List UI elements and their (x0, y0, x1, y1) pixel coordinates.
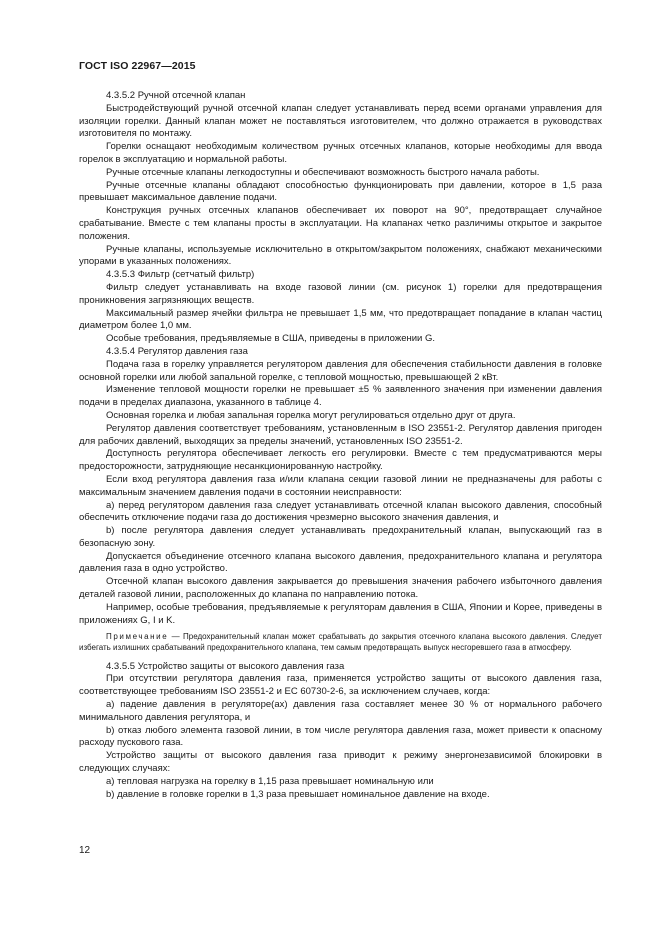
section-heading: 4.3.5.4 Регулятор давления газа (106, 345, 248, 357)
paragraph: Регулятор давления соответствует требованиям, установленным в ISO 23551-2. Регулятор давления пригоден для рабочих давлений, выходящих за пределы значений, установленных ISO 23551-2. (79, 422, 602, 447)
section-heading: 4.3.5.5 Устройство защиты от высокого давления газа (106, 660, 345, 672)
list-item: b) после регулятора давления следует устанавливать предохранительный клапан, выпускающий газ в безопасную зону. (79, 525, 602, 549)
paragraph: Подача газа в горелку управляется регулятором давления для обеспечения стабильности давления в головке основной горелки или любой запальной горелке, с тепловой мощностью, превышающей 2 кВт. (79, 358, 602, 383)
paragraph: Изменение тепловой мощности горелки не превышает ±5 % заявленного значения при изменении давления подачи в пределах диапазона, указанного в таблице 4. (79, 384, 602, 409)
paragraph: Конструкция ручных отсечных клапанов обеспечивает их поворот на 90°, предотвращает случайное срабатывание. Вместе с тем клапаны просты в эксплуатации. На клапанах четко различимы открытое и закрытое положения. (79, 205, 602, 242)
paragraph: Особые требования, предъявляемые в США, приведены в приложении G. (106, 333, 436, 345)
document-header: ГОСТ ISO 22967—2015 (79, 60, 196, 72)
list-item: a) перед регулятором давления газа следует устанавливать отсечной клапан высокого давления, способный обеспечить отключение подачи газа до достижения чрезмерно высокого значения давления, и (79, 499, 602, 524)
paragraph: Быстродействующий ручной отсечной клапан следует устанавливать перед всеми органами управления для изоляции горелки. Данный клапан может не поставляться изготовителем, что должно отражается в руководствах изготовителя по монтажу. (79, 102, 602, 140)
note (79, 632, 602, 653)
paragraph: Ручные отсечные клапаны легкодоступны и обеспечивают возможность быстрого начала работы. (106, 166, 540, 178)
paragraph: Ручные отсечные клапаны обладают способностью функционировать при давлении, которое в 1,5 раза превышает максимальное давление подачи. (79, 179, 602, 204)
page-number: 12 (79, 845, 91, 856)
list-item: b) давление в головке горелки в 1,3 раза превышает номинальное давление на входе. (106, 788, 490, 800)
paragraph: Основная горелка и любая запальная горелка могут регулироваться отдельно друг от друга. (106, 409, 516, 421)
paragraph: Устройство защиты от высокого давления газа приводит к режиму энергонезависимой блокировки в следующих случаях: (79, 750, 602, 775)
paragraph: Горелки оснащают необходимым количеством ручных отсечных клапанов, которые необходимы для ввода горелок в эксплуатацию и нормальной работы. (79, 141, 602, 165)
document-body (79, 90, 602, 801)
list-item: a) тепловая нагрузка на горелку в 1,15 раза превышает номинальную или (106, 775, 434, 787)
paragraph: Например, особые требования, предъявляемые к регуляторам давления в США, Японии и Корее, приведены в приложениях G, I и K. (79, 601, 602, 626)
list-item: b) отказ любого элемента газовой линии, в том числе регулятора давления газа, может привести к опасному расходу пускового газа. (79, 724, 602, 749)
section-heading: 4.3.5.2 Ручной отсечной клапан (106, 90, 246, 101)
list-item: a) падение давления в регуляторе(ах) давления газа составляет менее 30 % от нормального рабочего минимального давления регулятора, и (79, 699, 602, 723)
paragraph: Допускается объединение отсечного клапана высокого давления, предохранительного клапана и регулятора давления газа в одно устройство. (79, 550, 602, 575)
paragraph: Отсечной клапан высокого давления закрывается до превышения значения рабочего избыточного давления деталей газовой линии, расположенных до клапана по направлению потока. (79, 576, 602, 601)
paragraph: При отсутствии регулятора давления газа, применяется устройство защиты от высокого давления газа, соответствующее требованиям ISO 23551-2 и ЕС 60730-2-6, за исключением случаев, когда: (79, 673, 602, 698)
paragraph: Фильтр следует устанавливать на входе газовой линии (см. рисунок 1) горелки для предотвращения проникновения загрязняющих веществ. (79, 281, 602, 306)
paragraph: Ручные клапаны, используемые исключительно в открытом/закрытом положениях, снабжают механическими упорами в указанных положениях. (79, 243, 602, 268)
note-label: Примечание (106, 632, 169, 642)
note-text: — Предохранительный клапан может срабатывать до закрытия отсечного клапана высокого давления. Следует избегать излишних срабатываний предохранительного клапана, тем самым предотвращать выпуск несгоревшего газа в атмосферу. (79, 632, 602, 653)
paragraph: Максимальный размер ячейки фильтра не превышает 1,5 мм, что предотвращает попадание в клапан частиц диаметром более 1,0 мм. (79, 307, 602, 332)
section-heading: 4.3.5.3 Фильтр (сетчатый фильтр) (106, 269, 255, 281)
paragraph: Доступность регулятора обеспечивает легкость его регулировки. Вместе с тем предусматриваются меры предосторожности, затрудняющие несанкционированную настройку. (79, 448, 602, 473)
paragraph: Если вход регулятора давления газа и/или клапана секции газовой линии не предназначены для работы с максимальным значением давления подачи в состоянии неисправности: (79, 473, 602, 498)
